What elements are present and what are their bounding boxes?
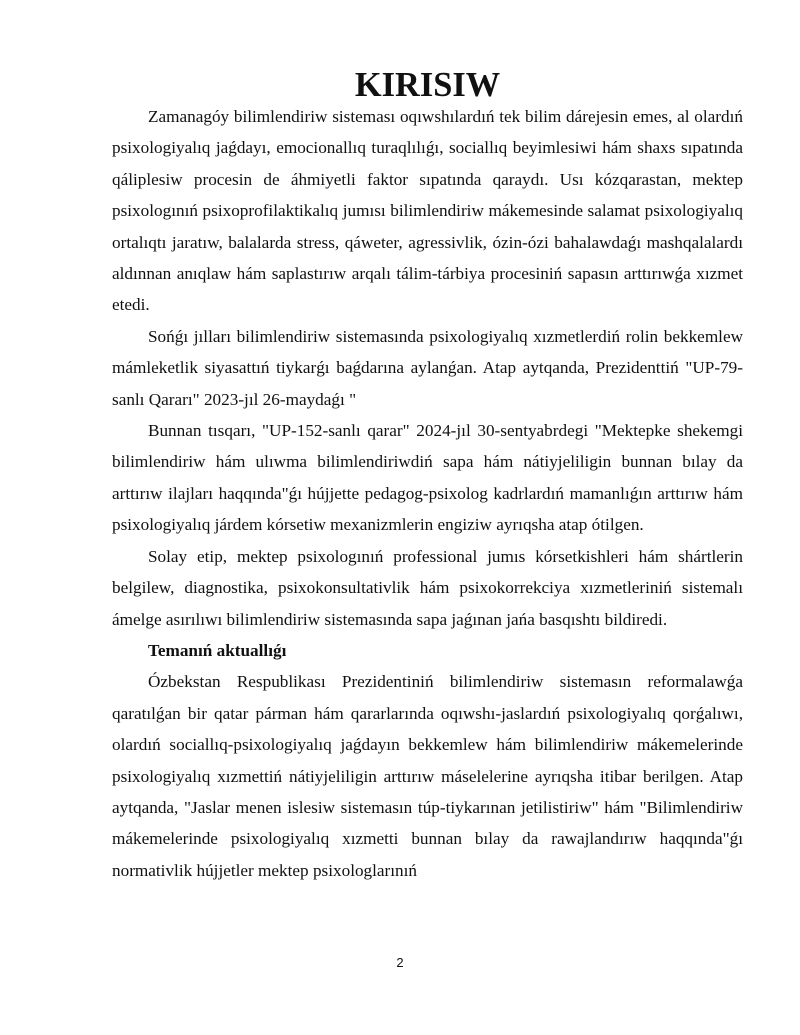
document-title: KIRISIW <box>354 66 501 104</box>
paragraph-1: Zamanagóy bilimlendiriw sisteması oqıwshılardıń tek bilim dárejesin emes, al olardıń psixologiyalıq jaǵdayı, emocionallıq turaqlılıǵı, sociallıq beyimlesiwi hám shaxs sıpatında qáliplesiw procesin de áhmiyetli faktor sıpatında qaraydı. Usı kózqarastan, mektep psixologınıń psixoprofilaktikalıq jumısı bilimlendiriw mákemesinde salamat psixologiyalıq ortalıqtı jaratıw, balalarda stress, qáweter, agressivlik, ózin-ózi bahalawdaǵı mashqalalardı aldınnan anıqlaw hám saplastırıw arqalı tálim-tárbiya procesiniń sapasın arttırıwǵa xızmet etedi. <box>112 107 743 315</box>
paragraph-2: Sońǵı jılları bilimlendiriw sistemasında psixologiyalıq xızmetlerdiń rolin bekkemlew mámleketlik siyasattıń tiykarǵı baǵdarına aylanǵan. Atap aytqanda, Prezidenttiń "UP-79-sanlı Qararı" 2023-jıl 26-maydaǵı " <box>112 326 743 409</box>
section-paragraph: Ózbekstan Respublikası Prezidentiniń bilimlendiriw sistemasın reformalawǵa qaratılǵan bir qatar párman hám qararlarında oqıwshı-jaslardıń psixologiyalıq qorǵalıwı, olardıń sociallıq-psixologiyalıq jaǵdayın bekkemlew hám bilimlendiriw mákemelerinde psixologiyalıq xızmettiń nátiyjeliligin arttırıw máselelerine ayrıqsha itibar berilgen. Atap aytqanda, "Jaslar menen islesiw sistemasın túp-tiykarınan jetilistiriw" hám "Bilimlendiriw mákemelerinde psixologiyalıq xızmetti bunnan bılay da rawajlandırıw haqqında"ǵı normativlik hújjetler mektep psixologlarınıń <box>112 672 743 880</box>
section-heading: Temanıń aktuallıǵı <box>148 640 287 660</box>
page-content <box>112 66 743 886</box>
paragraph-4: Solay etip, mektep psixologınıń professional jumıs kórsetkishleri hám shártlerin belgilew, diagnostika, psixokonsultativlik hám psixokorrekciya xızmetleriniń sistemalı ámelge asırılıwı bilimlendiriw sistemasında sapa jaǵınan jańa basqıshtı bildiredi. <box>112 546 743 629</box>
page-number: 2 <box>396 955 404 970</box>
paragraph-3: Bunnan tısqarı, "UP-152-sanlı qarar" 2024-jıl 30-sentyabrdegi "Mektepke shekemgi bilimlendiriw hám ulıwma bilimlendiriwdiń sapa hám nátiyjeliligin bunnan bılay da arttırıw ilajları haqqında"ǵı hújjette pedagog-psixolog kadrlardıń mamanlıǵın arttırıw hám psixologiyalıq járdem kórsetiw mexanizmlerin engiziw ayrıqsha atap ótilgen. <box>112 421 743 535</box>
